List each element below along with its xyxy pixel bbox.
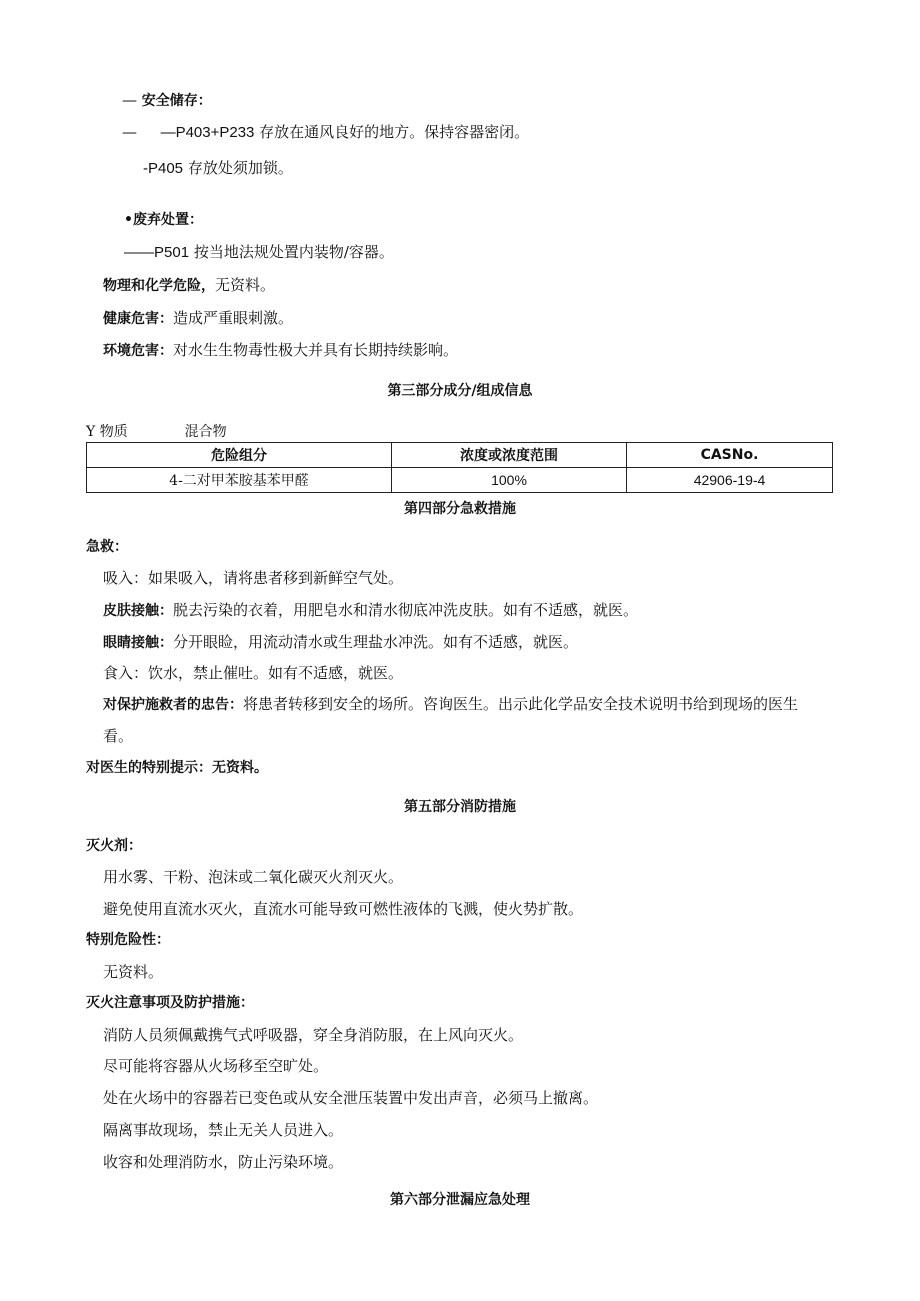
hazard-health: 健康危害：造成严重眼刺激。 — [103, 309, 294, 327]
doctor-note: 对医生的特别提示：无资料。 — [86, 760, 268, 776]
section6-title: 第六部分泄漏应急处理 — [390, 1192, 530, 1208]
firefighting-heading: 灭火注意事项及防护措施： — [86, 995, 254, 1011]
firefighting-1: 消防人员须佩戴携气式呼吸器，穿全身消防服，在上风向灭火。 — [103, 1026, 524, 1044]
storage-p405: -P405 存放处须加锁。 — [143, 159, 293, 177]
extinguishing-heading: 灭火剂： — [86, 838, 142, 854]
firstaid-skin: 皮肤接触：脱去污染的衣着，用肥皂水和清水彻底冲洗皮肤。如有不适感，就医。 — [103, 601, 639, 619]
firefighting-4: 隔离事故现场，禁止无关人员进入。 — [103, 1121, 344, 1139]
extinguishing-agent-2: 避免使用直流水灭火，直流水可能导致可燃性液体的飞溅，使火势扩散。 — [103, 900, 584, 918]
special-hazard-heading: 特别危险性： — [86, 932, 170, 948]
hazard-environment: 环境危害：对水生生物毒性极大并具有长期持续影响。 — [103, 341, 459, 359]
header-cas: CASNo. — [627, 443, 833, 468]
cell-concentration: 100% — [392, 468, 627, 493]
disposal-p501: ——P501 按当地法规处置内装物/容器。 — [124, 243, 394, 261]
firstaid-inhalation: 吸入：如果吸入，请将患者移到新鲜空气处。 — [103, 569, 404, 587]
table-header-row — [87, 443, 833, 468]
firstaid-rescuer-advice: 对保护施救者的忠告：将患者转移到安全的场所。咨询医生。出示此化学品安全技术说明书给到现场的医生 — [103, 695, 799, 713]
cell-cas: 42906-19-4 — [627, 468, 833, 493]
section5-title: 第五部分消防措施 — [404, 799, 516, 815]
header-component: 危险组分 — [87, 443, 392, 468]
special-hazard-1: 无资料。 — [103, 963, 164, 981]
substance-type-row: Y 物质 混合物 — [86, 424, 227, 440]
section4-title: 第四部分急救措施 — [404, 501, 516, 517]
firefighting-3: 处在火场中的容器若已变色或从安全泄压装置中发出声音，必须马上撤离。 — [103, 1089, 599, 1107]
header-concentration: 浓度或浓度范围 — [392, 443, 627, 468]
firefighting-2: 尽可能将容器从火场移至空旷处。 — [103, 1057, 329, 1075]
firstaid-rescuer-advice-cont: 看。 — [103, 727, 134, 745]
extinguishing-agent-1: 用水雾、干粉、泡沫或二氧化碳灭火剂灭火。 — [103, 868, 404, 886]
cell-component: 4-二对甲苯胺基苯甲醛 — [87, 468, 392, 493]
disposal-heading: •废弃处置： — [124, 212, 203, 228]
storage-heading: — 安全储存： — [122, 91, 212, 109]
firstaid-heading: 急救： — [86, 539, 128, 555]
composition-table — [86, 442, 833, 493]
firstaid-ingestion: 食入：饮水，禁止催吐。如有不适感，就医。 — [103, 664, 404, 682]
firefighting-5: 收容和处理消防水，防止污染环境。 — [103, 1153, 344, 1171]
section3-title: 第三部分成分/组成信息 — [387, 383, 533, 399]
firstaid-eye: 眼睛接触：分开眼睑，用流动清水或生理盐水冲洗。如有不适感，就医。 — [103, 633, 579, 651]
table-row — [87, 468, 833, 493]
hazard-physchem: 物理和化学危险，无资料。 — [103, 276, 276, 294]
storage-p403: — —P403+P233 存放在通风良好的地方。保持容器密闭。 — [122, 123, 530, 141]
